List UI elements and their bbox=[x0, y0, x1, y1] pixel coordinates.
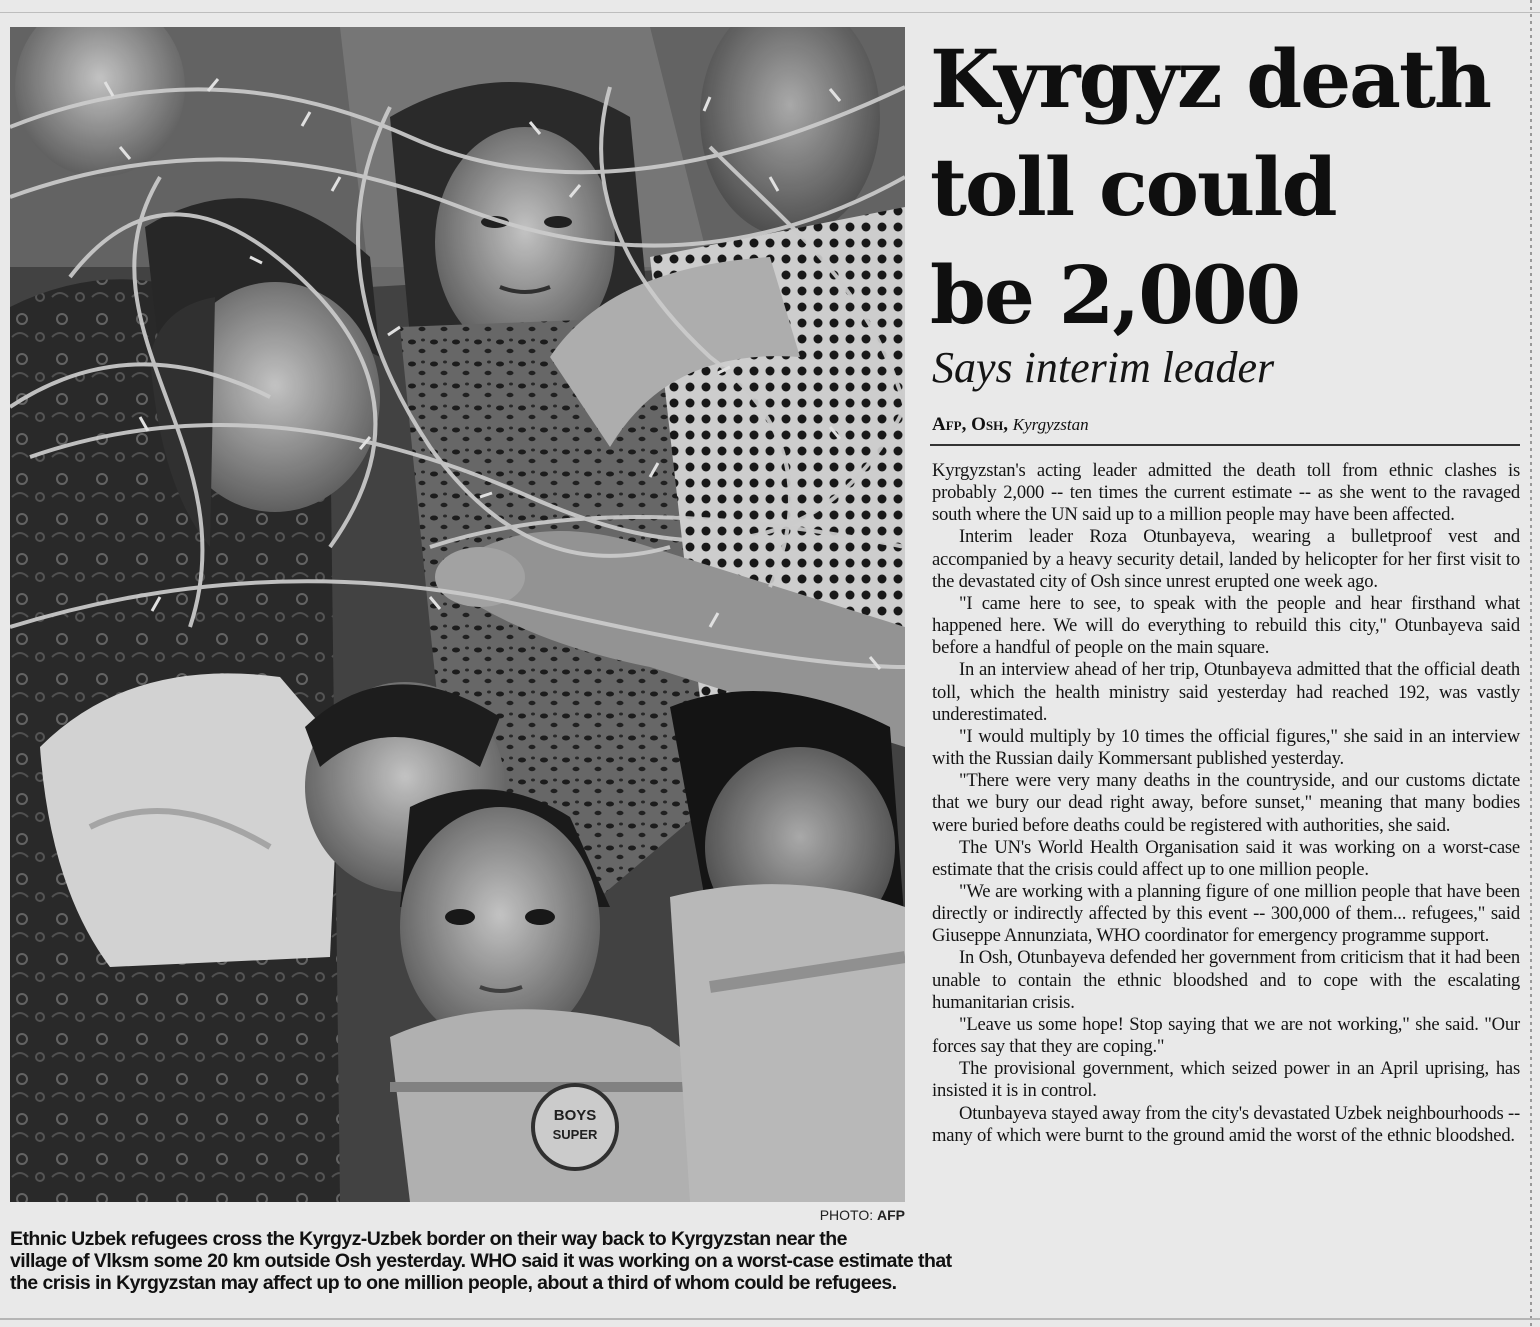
top-rule bbox=[0, 12, 1540, 13]
caption-line: Ethnic Uzbek refugees cross the Kyrgyz-Uzbek border on their way back to Kyrgyzstan near the bbox=[10, 1228, 847, 1250]
photo-caption bbox=[10, 1228, 952, 1294]
article-paragraph: The UN's World Health Organisation said it was working on a worst-case estimate that the crisis could affect up to one million people. bbox=[932, 836, 1520, 880]
article-paragraph: The provisional government, which seized power in an April uprising, has insisted it is in control. bbox=[932, 1058, 1520, 1102]
photo-credit-source: AFP bbox=[877, 1207, 905, 1223]
byline-country: Kyrgyzstan bbox=[1012, 415, 1089, 434]
headline-line: toll could bbox=[930, 140, 1336, 234]
headline bbox=[930, 25, 1530, 349]
article-paragraph: In Osh, Otunbayeva defended her government from criticism that it had been unable to contain the ethnic bloodshed and to cope with the escalating humanitarian crisis. bbox=[932, 947, 1520, 1013]
headline-line: Kyrgyz death bbox=[930, 32, 1491, 126]
byline-rule bbox=[930, 444, 1520, 446]
photo-credit bbox=[800, 1207, 905, 1223]
headline-line: be 2,000 bbox=[930, 248, 1300, 342]
news-photo bbox=[10, 27, 905, 1202]
byline-city: Osh bbox=[971, 414, 1004, 435]
photo-credit-label: PHOTO: bbox=[819, 1207, 874, 1223]
caption-line: village of Vlksm some 20 km outside Osh yesterday. WHO said it was working on a worst-case estimate that bbox=[10, 1250, 952, 1272]
article-paragraph: In an interview ahead of her trip, Otunbayeva admitted that the official death toll, which the health ministry said yesterday had reached 192, was vastly underestimated. bbox=[932, 659, 1520, 725]
shirt-badge-text-bottom: SUPER bbox=[552, 1127, 598, 1142]
article-paragraph: Interim leader Roza Otunbayeva, wearing a bulletproof vest and accompanied by a heavy security detail, landed by helicopter for her first visit to the devastated city of Osh since unrest erupted one week ago. bbox=[932, 526, 1520, 592]
article-body bbox=[932, 460, 1520, 1147]
article-paragraph: "We are working with a planning figure of one million people that have been directly or indirectly affected by this event -- 300,000 of them... refugees," said Giuseppe Annunziata, WHO coordinator for emergency programme support. bbox=[932, 880, 1520, 947]
page-edge-rule bbox=[1530, 0, 1532, 1327]
bottom-rule bbox=[0, 1318, 1540, 1320]
caption-line: the crisis in Kyrgyzstan may affect up to one million people, about a third of whom could be refugees. bbox=[10, 1272, 897, 1294]
article-paragraph: Kyrgyzstan's acting leader admitted the death toll from ethnic clashes is probably 2,000 -- ten times the current estimate -- as she went to the ravaged south where the UN said up to a million people may have been affected. bbox=[932, 460, 1520, 526]
article-paragraph: "I came here to see, to speak with the people and hear firsthand what happened here. We will do everything to rebuild this city," Otunbayeva said before a handful of people on the main square. bbox=[932, 592, 1520, 659]
article-paragraph: "There were very many deaths in the countryside, and our customs dictate that we bury our dead right away, before sunset," meaning that many bodies were buried before deaths could be registered with authorities, she said. bbox=[932, 770, 1520, 836]
article-paragraph: "I would multiply by 10 times the official figures," she said in an interview with the Russian daily Kommersant published yesterday. bbox=[932, 725, 1520, 770]
article-paragraph: "Leave us some hope! Stop saying that we are not working," she said. "Our forces say that they are coping." bbox=[932, 1013, 1520, 1058]
article-paragraph: Otunbayeva stayed away from the city's devastated Uzbek neighbourhoods -- many of which were burnt to the ground amid the worst of the ethnic bloodshed. bbox=[932, 1102, 1520, 1146]
byline: Afp, Osh, Kyrgyzstan bbox=[932, 414, 1089, 435]
subheadline: Says interim leader bbox=[932, 343, 1275, 392]
shirt-badge-text-top: BOYS bbox=[553, 1107, 597, 1124]
byline-agency: Afp bbox=[932, 414, 962, 435]
